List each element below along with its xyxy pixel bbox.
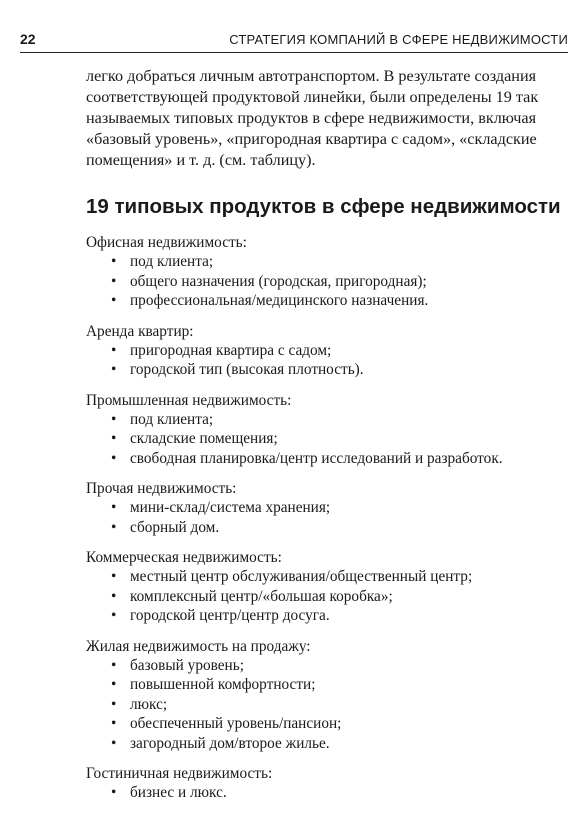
category-residential-sale: [86, 637, 572, 754]
category-list: [86, 233, 572, 803]
list-item-text: общего назначения (городская, пригородная);: [130, 272, 427, 290]
list-item-text: люкс;: [130, 695, 168, 713]
bullet-icon: •: [111, 568, 117, 585]
list-item-text: под клиента;: [130, 410, 214, 428]
category-other: [86, 479, 572, 537]
list-item: [111, 656, 572, 676]
list-item-text: городской центр/центр досуга.: [130, 607, 330, 624]
list-item-text: городской тип (высокая плотность).: [130, 361, 364, 378]
bullet-icon: •: [111, 695, 117, 713]
bullet-icon: •: [111, 784, 117, 801]
list-item: [111, 714, 572, 734]
list-item: [111, 272, 572, 292]
category-title: Прочая недвижимость:: [86, 480, 237, 497]
bullet-icon: •: [111, 361, 117, 378]
list-item: [111, 518, 572, 538]
bullet-icon: •: [111, 676, 117, 693]
item-list: [86, 498, 572, 537]
bullet-icon: •: [111, 292, 117, 309]
intro-line: называемых типовых продуктов в сфере недвижимости, включая: [86, 109, 537, 127]
list-item: [111, 695, 572, 715]
category-title: Аренда квартир:: [86, 322, 194, 340]
item-list: [86, 341, 572, 380]
list-item-text: сборный дом.: [130, 518, 220, 536]
category-title: Жилая недвижимость на продажу:: [86, 637, 311, 655]
intro-line: помещения» и т. д. (см. таблицу).: [86, 151, 316, 169]
category-commercial: [86, 548, 572, 626]
item-list: [86, 410, 572, 469]
bullet-icon: •: [111, 656, 117, 674]
running-title: СТРАТЕГИЯ КОМПАНИЙ В СФЕРЕ НЕДВИЖИМОСТИ: [229, 32, 568, 47]
list-item: [111, 341, 572, 361]
list-item-text: обеспеченный уровень/пансион;: [130, 715, 342, 732]
list-item-text: повышенной комфортности;: [130, 676, 316, 693]
bullet-icon: •: [111, 607, 117, 624]
section-heading: 19 типовых продуктов в сфере недвижимости: [86, 195, 561, 218]
list-item-text: профессиональная/медицинского назначения.: [130, 292, 429, 309]
list-item-text: местный центр обслуживания/общественный центр;: [130, 568, 473, 585]
category-title: Коммерческая недвижимость:: [86, 549, 282, 566]
item-list: [86, 656, 572, 754]
list-item: [111, 360, 572, 380]
page-header: [20, 30, 568, 53]
list-item-text: под клиента;: [130, 253, 214, 270]
list-item-text: свободная планировка/центр исследований и разработок.: [130, 449, 503, 467]
category-title: Гостиничная недвижимость:: [86, 765, 273, 782]
list-item: [111, 252, 572, 272]
item-list: [86, 567, 572, 626]
list-item-text: пригородная квартира с садом;: [130, 341, 332, 359]
category-title: Промышленная недвижимость:: [86, 391, 292, 409]
list-item-text: комплексный центр/«большая коробка»;: [130, 587, 393, 605]
category-industrial: [86, 391, 572, 469]
intro-line: легко добраться личным автотранспортом. В результате создания: [86, 67, 537, 85]
list-item: [111, 410, 572, 430]
bullet-icon: •: [111, 499, 117, 516]
list-item: [111, 567, 572, 587]
bullet-icon: •: [111, 272, 117, 290]
bullet-icon: •: [111, 587, 117, 605]
bullet-icon: •: [111, 253, 117, 270]
bullet-icon: •: [111, 341, 117, 359]
list-item-text: базовый уровень;: [130, 656, 244, 674]
bullet-icon: •: [111, 430, 117, 447]
bullet-icon: •: [111, 518, 117, 536]
intro-line: «базовый уровень», «пригородная квартира с садом», «складские: [86, 130, 537, 148]
list-item: [111, 587, 572, 607]
list-item: [111, 498, 572, 518]
intro-paragraph: [86, 66, 572, 171]
list-item-text: мини-склад/система хранения;: [130, 499, 331, 516]
bullet-icon: •: [111, 449, 117, 467]
page-content: [86, 66, 572, 814]
intro-line: соответствующей продуктовой линейки, были определены 19 так: [86, 88, 539, 106]
category-apartments: [86, 322, 572, 380]
list-item: [111, 734, 572, 754]
list-item: [111, 429, 572, 449]
list-item: [111, 606, 572, 626]
list-item-text: загородный дом/второе жилье.: [130, 734, 330, 752]
category-office: [86, 233, 572, 311]
page-number: 22: [20, 31, 36, 47]
category-hotel: [86, 764, 572, 803]
list-item: [111, 449, 572, 469]
bullet-icon: •: [111, 715, 117, 732]
list-item: [111, 675, 572, 695]
bullet-icon: •: [111, 734, 117, 752]
list-item-text: складские помещения;: [130, 430, 278, 447]
bullet-icon: •: [111, 410, 117, 428]
list-item-text: бизнес и люкс.: [130, 784, 227, 801]
item-list: [86, 252, 572, 311]
list-item: [111, 291, 572, 311]
category-title: Офисная недвижимость:: [86, 234, 247, 251]
